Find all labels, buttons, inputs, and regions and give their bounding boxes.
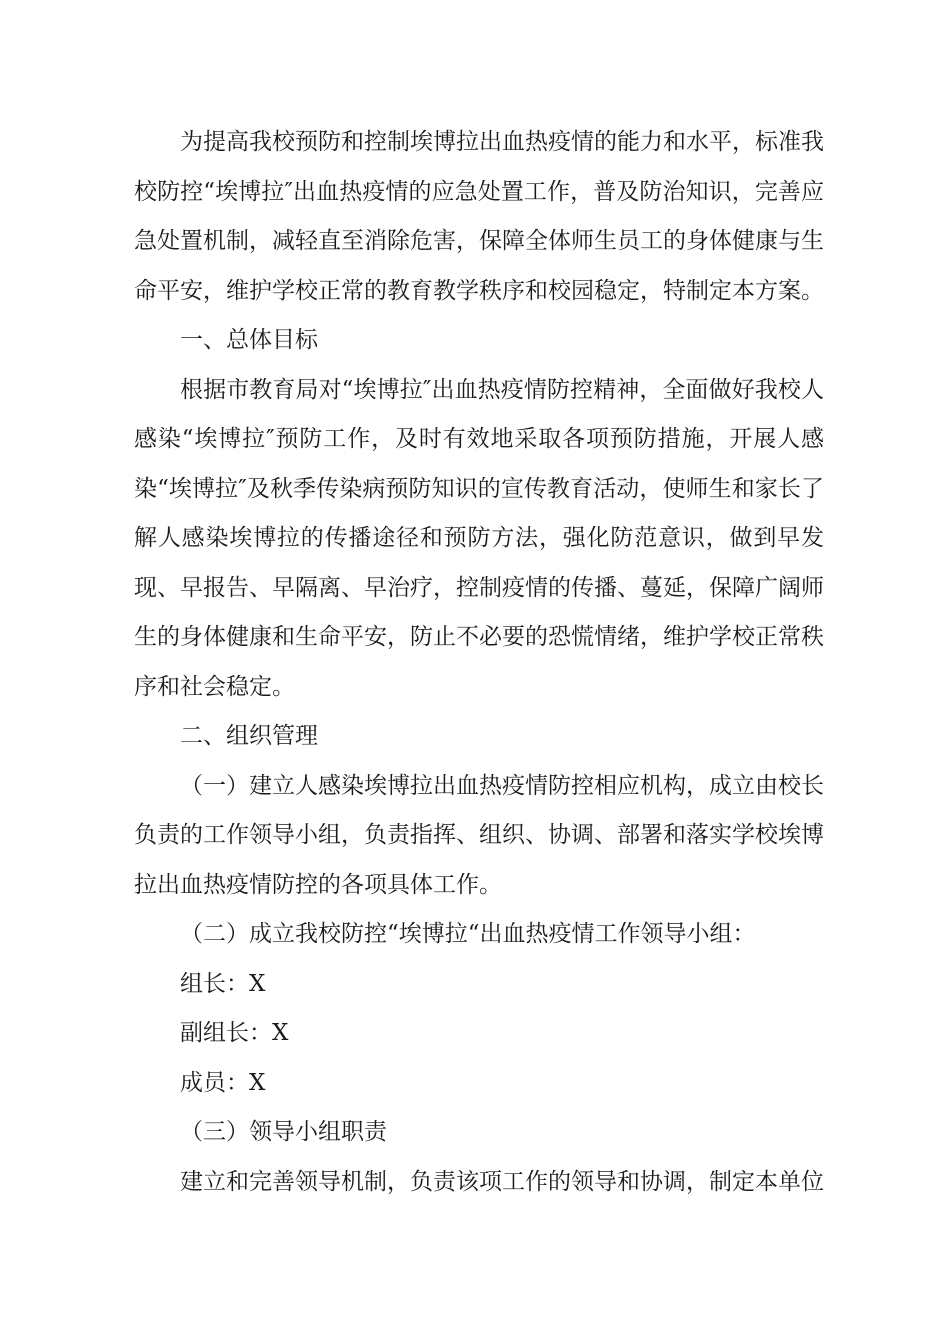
organization-item-1: （一）建立人感染埃博拉出血热疫情防控相应机构，成立由校长负责的工作领导小组，负责指挥、组织、协调、部署和落实学校埃博拉出血热疫情防控的各项具体工作。 — [134, 772, 824, 898]
members-line: 成员：X — [180, 1069, 266, 1096]
intro-paragraph: 为提高我校预防和控制埃博拉出血热疫情的能力和水平，标准我校防控“埃博拉″出血热疫情的应急处置工作，普及防治知识，完善应急处置机制，减轻直至消除危害，保障全体师生员工的身体健康与生命平安，维护学校正常的教育教学秩序和校园稳定，特制定本方案。 — [134, 129, 824, 304]
organization-item-2: （二）成立我校防控“埃博拉“出血热疫情工作领导小组： — [180, 921, 756, 947]
deputy-leader-line: 副组长：X — [180, 1020, 289, 1046]
duties-paragraph: 建立和完善领导机制，负责该项工作的领导和协调，制定本单位 — [180, 1168, 824, 1195]
document-body — [134, 118, 824, 1207]
overall-goal-paragraph: 根据市教育局对“埃博拉″出血热疫情防控精神，全面做好我校人感染“埃博拉″预防工作，及时有效地采取各项预防措施，开展人感染“埃博拉″及秋季传染病预防知识的宣传教育活动，使师生和家长了解人感染埃博拉的传播途径和预防方法，强化防范意识，做到早发现、早报告、早隔离、早治疗，控制疫情的传播、蔓延，保障广阔师生的身体健康和生命平安，防止不必要的恐慌情绪，维护学校正常秩序和社会稳定。 — [134, 376, 824, 700]
section-heading-organization: 二、组织管理 — [180, 723, 318, 749]
section-heading-overall-goal: 一、总体目标 — [180, 327, 318, 353]
leader-line: 组长：X — [180, 970, 266, 997]
organization-item-3: （三）领导小组职责 — [180, 1119, 387, 1145]
